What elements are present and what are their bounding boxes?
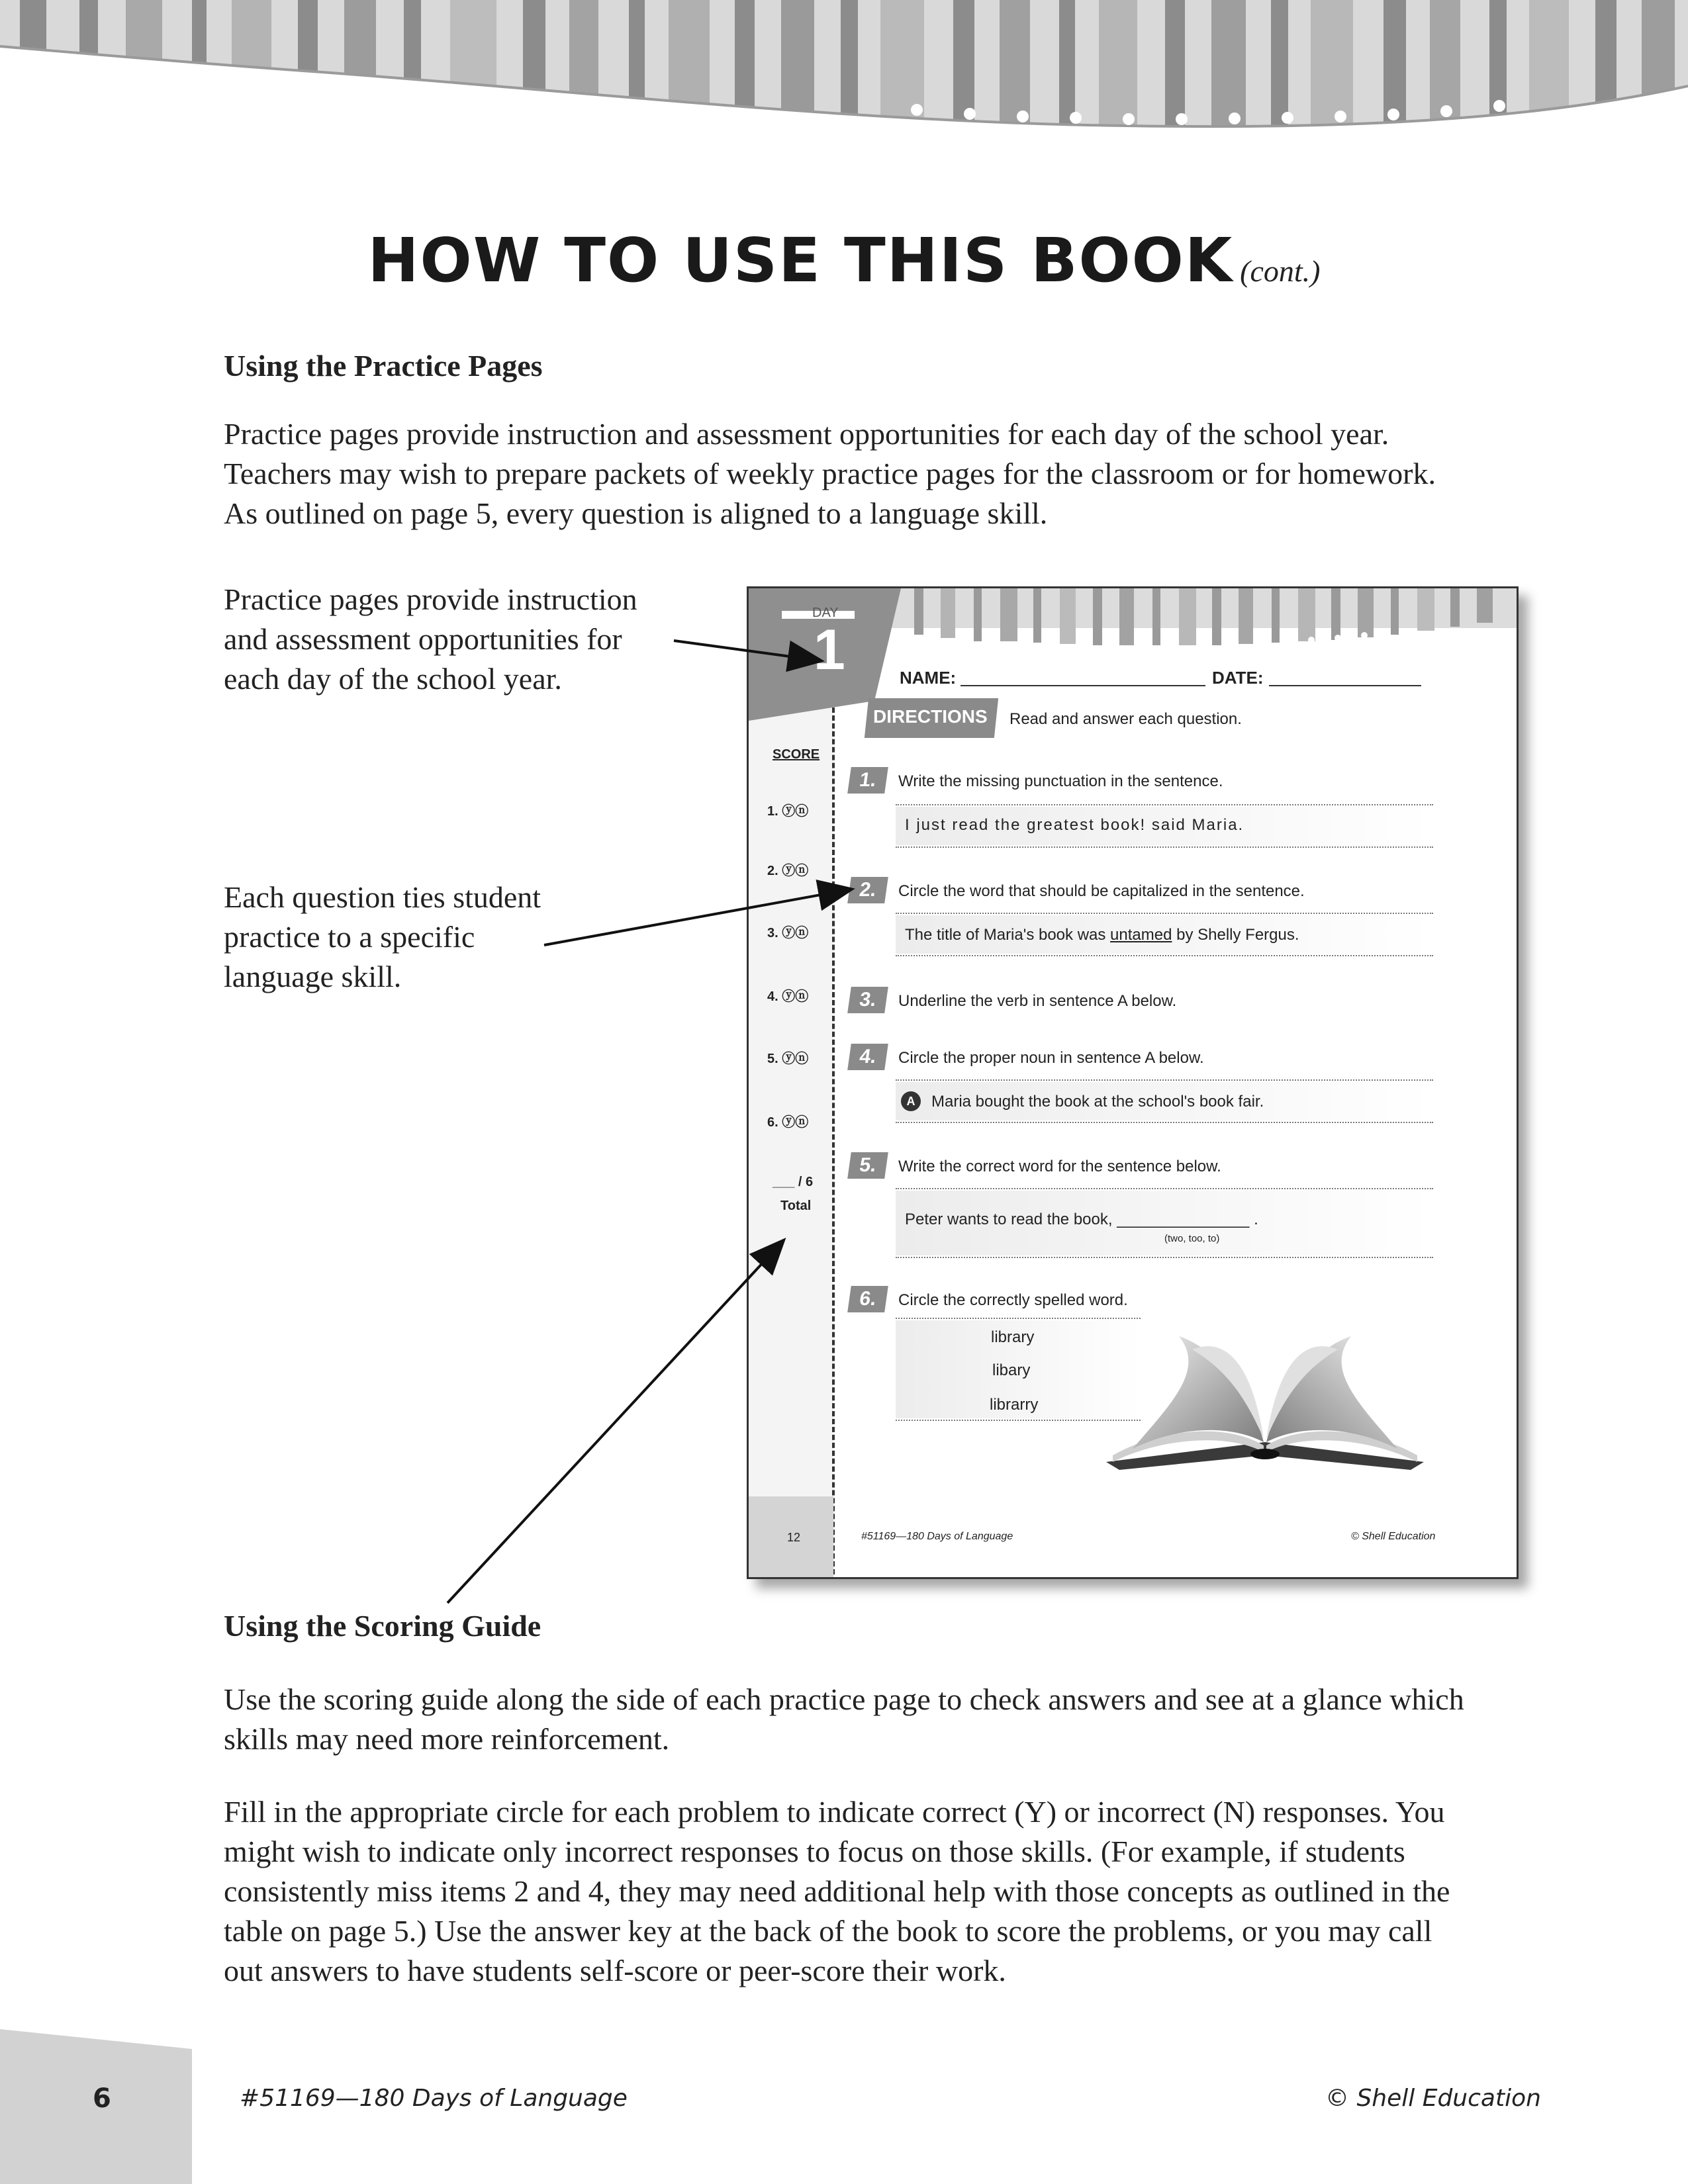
directions-text: Read and answer each question. (1009, 710, 1242, 728)
paragraph-line: Teachers may wish to prepare packets of weekly practice pages for the classroom or for homework. (224, 457, 1436, 490)
spelling-option[interactable]: librarry (990, 1396, 1039, 1414)
footer-book-title: #51169—180 Days of Language (240, 2085, 628, 2112)
spelling-option[interactable]: library (991, 1328, 1035, 1346)
name-label: NAME: (900, 668, 957, 688)
score-total-fraction: ___ / 6 (773, 1175, 814, 1189)
sentence-part: The title of Maria's book was (905, 926, 1111, 944)
callout-line: practice to a specific (224, 920, 475, 954)
callout-line: Practice pages provide instruction (224, 582, 637, 616)
question-prompt: Underline the verb in sentence A below. (898, 992, 1177, 1010)
question-prompt: Write the missing punctuation in the sentence. (898, 772, 1223, 790)
paragraph-line: Use the scoring guide along the side of each practice page to check answers and see at a glance which (224, 1682, 1464, 1716)
day-label: DAY (812, 606, 839, 620)
footer-page-number: 6 (93, 2083, 111, 2114)
day-number: 1 (814, 618, 845, 682)
question-prompt: Circle the proper noun in sentence A below. (898, 1049, 1204, 1067)
sentence-marker: A (901, 1091, 921, 1111)
date-label: DATE: (1212, 668, 1264, 688)
title-main: HOW TO USE THIS BOOK (367, 225, 1234, 296)
callout-line: Each question ties student (224, 880, 541, 914)
question-number-badge: 3. (847, 987, 888, 1013)
score-item-2[interactable]: 2. ⓨⓝ (767, 864, 809, 878)
question-number-badge: 6. (847, 1286, 888, 1312)
question-prompt: Circle the word that should be capitalized in the sentence. (898, 882, 1305, 900)
score-item-4[interactable]: 4. ⓨⓝ (767, 989, 809, 1004)
title-suffix: (cont.) (1240, 254, 1321, 288)
arrow-to-score-guide (447, 1242, 782, 1603)
paragraph-line: Practice pages provide instruction and assessment opportunities for each day of the school year. (224, 417, 1389, 451)
section-heading-scoring-guide: Using the Scoring Guide (224, 1609, 541, 1643)
word-choices: (two, too, to) (1164, 1233, 1220, 1244)
score-total-label: Total (780, 1199, 812, 1213)
score-label: SCORE (773, 747, 820, 762)
callout-line: and assessment opportunities for (224, 622, 622, 656)
question-number-badge: 2. (847, 877, 888, 903)
paragraph-line: might wish to indicate only incorrect responses to focus on those skills. (For example, if students (224, 1835, 1405, 1868)
paragraph-line: out answers to have students self-score or peer-score their work. (224, 1954, 1006, 1987)
sentence-part: by Shelly Fergus. (1172, 926, 1299, 944)
directions-label: DIRECTIONS (873, 706, 988, 727)
footer-copyright: © Shell Education (1325, 2085, 1541, 2112)
arrow-to-day-tab (674, 641, 820, 660)
callout-line: language skill. (224, 960, 402, 993)
spelling-option[interactable]: libary (992, 1361, 1031, 1379)
sample-footer-page: 12 (787, 1531, 801, 1544)
section-paragraph-scoring-1 (224, 1680, 1548, 1759)
score-item-3[interactable]: 3. ⓨⓝ (767, 926, 809, 940)
question-number-badge: 4. (847, 1044, 888, 1070)
question-number-badge: 5. (847, 1152, 888, 1179)
question-sentence: I just read the greatest book! said Maria. (905, 816, 1244, 834)
paragraph-line: consistently miss items 2 and 4, they may need additional help with those concepts as outlined in the (224, 1874, 1450, 1908)
underlined-word: untamed (1110, 926, 1172, 944)
section-paragraph-scoring-2 (224, 1792, 1548, 1991)
score-item-1[interactable]: 1. ⓨⓝ (767, 804, 809, 819)
sample-footer-title: #51169—180 Days of Language (861, 1531, 1013, 1542)
paragraph-line: table on page 5.) Use the answer key at the back of the book to score the problems, or you may call (224, 1914, 1432, 1948)
sample-footer-copyright: © Shell Education (1351, 1531, 1436, 1542)
callout-line: each day of the school year. (224, 662, 562, 696)
score-item-6[interactable]: 6. ⓨⓝ (767, 1115, 809, 1130)
score-item-5[interactable]: 5. ⓨⓝ (767, 1052, 809, 1066)
question-prompt: Circle the correctly spelled word. (898, 1291, 1128, 1309)
section-heading-practice-pages: Using the Practice Pages (224, 349, 543, 383)
paragraph-line: Fill in the appropriate circle for each problem to indicate correct (Y) or incorrect (N) responses. You (224, 1795, 1445, 1829)
paragraph-line: As outlined on page 5, every question is aligned to a language skill. (224, 496, 1048, 530)
question-sentence: Maria bought the book at the school's book fair. (931, 1093, 1264, 1111)
question-sentence[interactable]: Peter wants to read the book, _______________ . (905, 1210, 1258, 1228)
question-prompt: Write the correct word for the sentence below. (898, 1158, 1221, 1175)
arrow-to-question (544, 889, 850, 945)
question-number-badge: 1. (847, 767, 888, 794)
paragraph-line: skills may need more reinforcement. (224, 1722, 670, 1756)
